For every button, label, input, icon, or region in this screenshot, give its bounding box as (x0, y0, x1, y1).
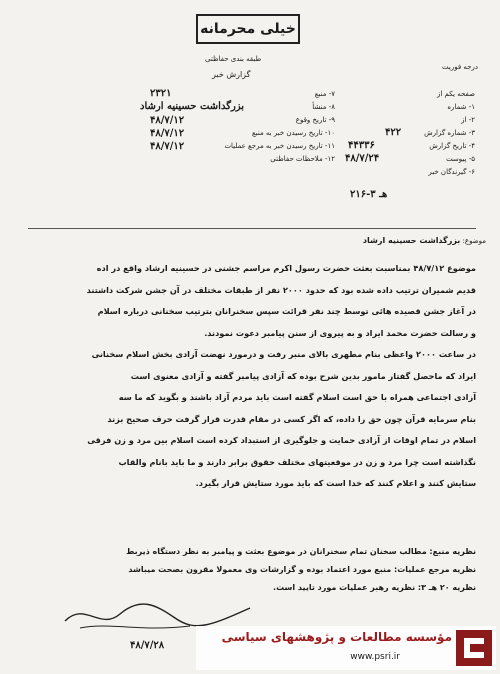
body-line: اسلام در تمام اوقات از آزادی حمایت و جلوگیری از استبداد کرده است اسلام بین مرد و زن فرقی (87, 435, 476, 445)
meta-field: ۱- شماره (447, 103, 475, 111)
body-line: ستایش کنند و اعلام کنند که خدا است که باید مورد ستایش قرار بگیرد. (195, 478, 476, 488)
origin-value: بزرگداشت حسینیه ارشاد (140, 101, 245, 112)
meta-field: ۲- از (461, 116, 475, 124)
report-type: گزارش خبر (212, 70, 251, 79)
body-line: موضوع ۴۸/۷/۱۲ بمناسبت بعثت حضرت رسول اکرم مراسم جشنی در حسینیه ارشاد واقع در اده (96, 263, 476, 273)
body-line: قدیم شمیران ترتیب داده شده بود که حدود ۲۰۰۰ نفر از طبقات مختلف در آن جشن شرکت داشتند (86, 284, 476, 295)
source-number: ۲۳۲۱ (150, 88, 172, 99)
date-occurrence: ۴۸/۷/۱۲ (150, 115, 185, 126)
classification-subtitle: طبقه بندی حفاظتی (205, 55, 262, 63)
meta-field: ۵- پیوست (446, 155, 475, 163)
opinion-line: نظریه ۲۰ هـ ۳: نظریه رهبر عملیات مورد تایید است. (273, 583, 476, 592)
meta-fields-right (335, 88, 475, 179)
meta-field: ۶- گیرندگان خبر (428, 168, 475, 176)
number-value: ۴۲۲ (385, 127, 402, 138)
date-to-ops: ۴۸/۷/۱۲ (150, 141, 185, 152)
publisher-url: www.psri.ir (350, 652, 400, 662)
bottom-number: ۴۸/۷/۲۸ (130, 640, 165, 651)
body-line: ایراد که ماحصل گفتار مامور بدین شرح بوده که آزادی پیامبر گفته و آزادی معنوی است (130, 370, 476, 381)
meta-field: ۱۲- ملاحظات حفاظتی (270, 155, 335, 163)
meta-field: ۳- شماره گزارش (424, 129, 475, 137)
meta-field: ۷- منبع (314, 90, 335, 98)
report-number: ۴۴۳۳۶ (348, 140, 375, 151)
body-line: بنام سرمایه قرآن چون حق را داده، که اگر کسی در مقام قدرت قرار گرفت حرف صحیح بزند (107, 413, 476, 424)
meta-field: ۱۰- تاریخ رسیدن خبر به منبع (252, 129, 335, 137)
body-line: و رسالت حضرت محمد ایراد و به پیروی از سنن پیامبر دعوت نمودند. (204, 327, 476, 338)
meta-field: ۹- تاریخ وقوع (295, 116, 335, 124)
date-to-source: ۴۸/۷/۱۲ (150, 128, 185, 139)
publisher-name: مؤسسه مطالعات و پژوهشهای سیاسی (221, 630, 452, 644)
opinion-line: نظریه مرجع عملیات: منبع مورد اعتماد بوده و گزارشات وی معمولا مقرون بصحت میباشد (128, 565, 476, 574)
separator-line (28, 228, 476, 229)
report-body (28, 258, 476, 495)
opinion-line: نظریه منبع: مطالب سخنان تمام سخنرانان در موضوع بعثت و پیامبر به نظر دستگاه ذیربط (126, 547, 476, 556)
classification-title: خیلی محرمانه (196, 14, 300, 44)
meta-field: ۱۱- تاریخ رسیدن خبر به مرجع عملیات (224, 142, 335, 150)
body-line: در ساعت ۲۰۰۰ واعظی بنام مطهری بالای منبر رفت و درمورد نهضت آزادی بخش اسلام سخنانی (91, 349, 476, 359)
subject-line (0, 236, 486, 245)
subject-label: موضوع: (462, 237, 486, 245)
meta-field: صفحه یکم از (436, 90, 475, 98)
report-date: ۴۸/۷/۲۴ (345, 153, 380, 164)
report-opinions (28, 543, 476, 597)
urgency-label: درجه فوریت (442, 63, 478, 71)
publisher-watermark (196, 626, 496, 670)
meta-field: ۸- منشأ (312, 103, 335, 111)
psri-logo-icon (456, 630, 492, 666)
meta-fields-left (135, 88, 335, 166)
recipients-value: ۲۱۶-۳ هـ (350, 189, 388, 200)
body-line: آزادی اجتماعی همراه با حق است اسلام گفته است باید مردم آزاد باشند و بگوید که ما سه (118, 392, 476, 402)
subject-value: بزرگداشت حسینیه ارشاد (362, 236, 461, 245)
body-line: در آغاز جشن قصیده هائی توسط چند نفر قرائت سپس سخنرانان بترتیب سخنانی درباره اسلام (97, 306, 476, 316)
meta-field: ۴- تاریخ گزارش (429, 142, 475, 150)
body-line: نگذاشته است چرا مرد و زن در موقعیتهای مختلف حقوق برابر دارند و ما باید بانام والقاب (118, 456, 476, 467)
